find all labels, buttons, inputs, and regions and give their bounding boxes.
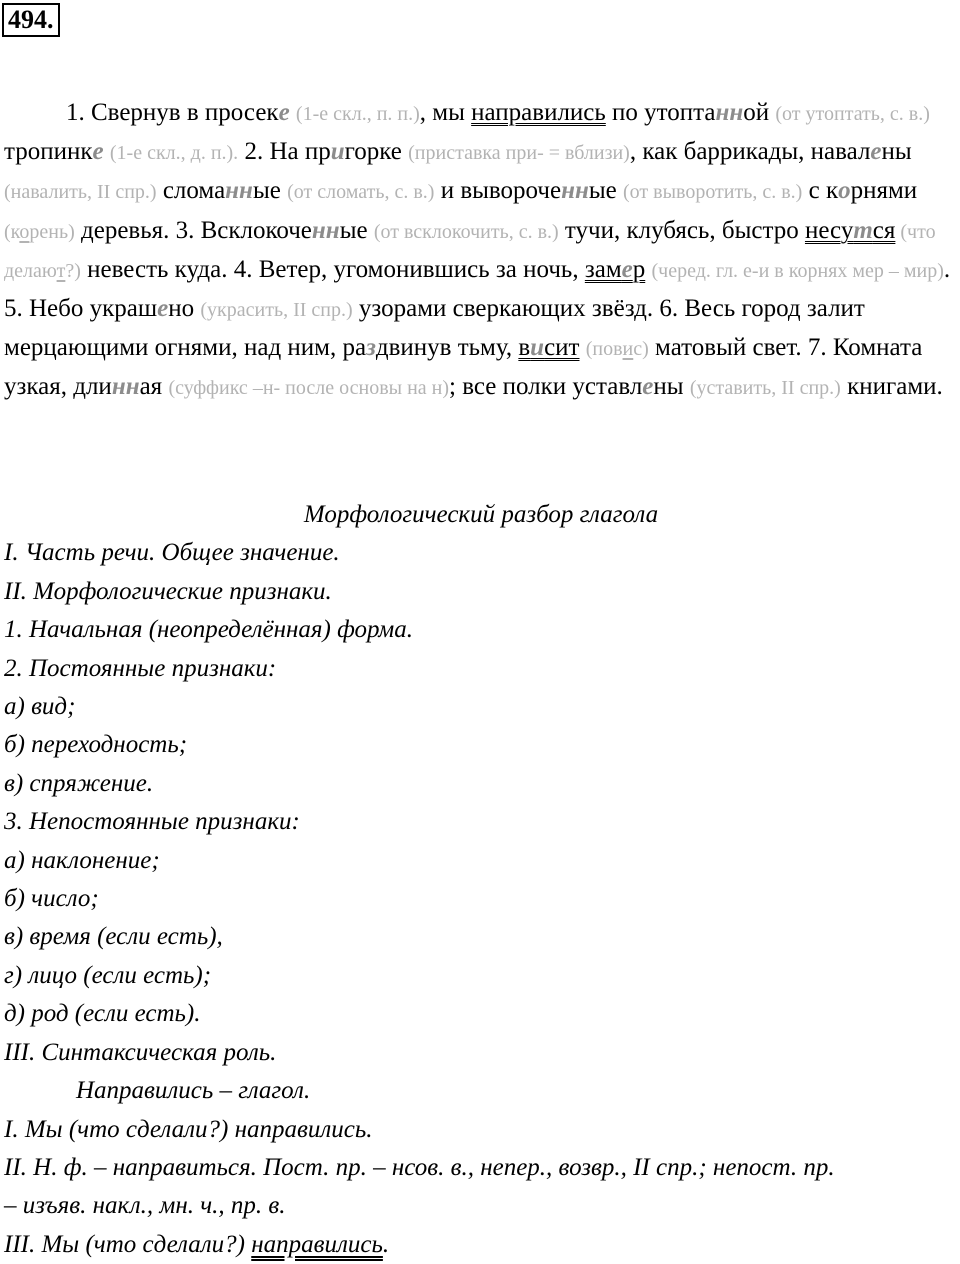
text-run: ой (743, 99, 776, 126)
note-run: (что делаю (4, 220, 936, 282)
text-run: . 5. Небо украш (4, 255, 951, 323)
text-run: но (168, 295, 201, 323)
scheme-line: в) время (если есть), (4, 923, 223, 951)
spelling-highlight: нн (311, 216, 340, 244)
text-run: ые (339, 216, 374, 244)
predicate-zamer (585, 256, 645, 283)
morphological-scheme (4, 496, 958, 1264)
spelling-highlight: нн (715, 99, 744, 126)
grammar-note: (от выворотить, с. в.) (623, 181, 803, 204)
word-run: сит (544, 334, 580, 362)
scheme-line: 3. Непостоянные признаки: (4, 808, 300, 836)
task-number: 494. (2, 3, 60, 37)
scheme-line: б) переходность; (4, 731, 188, 759)
grammar-note: (украсить, II спр.) (200, 299, 353, 322)
analysis-line (4, 1226, 958, 1264)
note-run: (к (4, 220, 20, 243)
scheme-line: III. Синтаксическая роль. (4, 1038, 277, 1066)
spelling-highlight: е (278, 99, 290, 126)
predicate-visit (518, 334, 579, 361)
analysis-line: II. Н. ф. – направиться. Пост. пр. – нсов. в., непер., возвр., II спр.; непост. пр. (4, 1153, 835, 1181)
exercise-text (4, 94, 954, 408)
text-run: 2. На пр (238, 138, 331, 166)
note-underlined-letter: т (56, 259, 66, 282)
text-run: тропинк (4, 138, 93, 166)
grammar-note: (1-е скл., п. п.) (295, 103, 420, 125)
spelling-highlight: е (870, 138, 882, 166)
grammar-note: (от сломать, с. в.) (287, 181, 435, 204)
text-run: ые (252, 177, 288, 205)
text-run: деревья. 3. Всклокоче (74, 216, 312, 244)
text-run: и вывороче (434, 177, 562, 205)
text-run: ая (139, 373, 169, 401)
word-run: ся (872, 216, 896, 244)
text-run: ые (588, 177, 623, 205)
scheme-line: а) вид; (4, 693, 76, 721)
text-run: , как баррикады, навал (629, 138, 871, 166)
text-run: 1. Свернув в просек (66, 99, 279, 126)
text-run: двинув тьму, (375, 334, 519, 362)
grammar-note: (суффикс –н- после основы на н) (168, 377, 450, 400)
grammar-note: (черед. гл. е-и в корнях мер – мир) (651, 259, 944, 282)
word-run: в (518, 334, 531, 362)
analysis-heading: Направились – глагол. (76, 1077, 311, 1105)
spelling-highlight: е (621, 255, 633, 283)
scheme-line: 2. Постоянные признаки: (4, 654, 277, 682)
text-run: узорами сверкающих звёзд. 6. Весь город залит мерцающими огнями, над ним, ра (4, 295, 865, 362)
text-run: горке (344, 138, 409, 166)
note-underlined-letter: и (622, 338, 634, 361)
word-run: зам (584, 255, 622, 283)
exercise-paragraph (4, 94, 954, 408)
note-underlined-letter: о (19, 220, 30, 243)
spelling-highlight: е (642, 373, 654, 401)
text-run: по утопта (605, 99, 716, 126)
scheme-line: г) лицо (если есть); (4, 961, 212, 989)
analysis-run: III. Мы (что сделали?) (4, 1230, 252, 1258)
note-run: рень) (29, 220, 75, 243)
grammar-note: (от утоптать, с. в.) (775, 103, 930, 125)
grammar-note: (1-е скл., д. п.). (109, 142, 239, 165)
grammar-note (586, 338, 649, 360)
grammar-note (4, 221, 75, 243)
spelling-highlight: и (330, 138, 345, 166)
spelling-highlight: нн (225, 177, 253, 205)
spelling-highlight: е (92, 138, 104, 166)
scheme-line: д) род (если есть). (4, 1000, 201, 1028)
text-run: с к (802, 177, 839, 205)
text-run: книгами. (840, 373, 943, 401)
text-run: матовый свет. 7. Комната узкая, дли (4, 334, 923, 401)
scheme-line: а) наклонение; (4, 846, 160, 874)
text-run: невесть куда. 4. Ветер, угомонившись за ночь, (80, 255, 585, 283)
text-run: рнями (850, 177, 918, 205)
text-run: слома (156, 177, 226, 205)
scheme-line: I. Часть речи. Общее значение. (4, 539, 340, 567)
spelling-highlight: нн (111, 373, 140, 401)
word-run: несу (804, 216, 854, 244)
spelling-highlight: з (366, 334, 376, 362)
analysis-line: – изъяв. накл., мн. ч., пр. в. (4, 1192, 286, 1220)
spelling-highlight: о (838, 177, 851, 205)
predicate-napravilis: направились (471, 99, 606, 126)
analysis-line: I. Мы (что сделали?) направились. (4, 1115, 373, 1143)
predicate-nesutsya (805, 217, 895, 244)
scheme-line: 1. Начальная (неопределённая) форма. (4, 616, 413, 644)
spelling-highlight: т (853, 216, 873, 244)
scheme-title: Морфологический разбор глагола (303, 501, 659, 528)
analysis-run: . (382, 1230, 390, 1258)
grammar-note: (навалить, II спр.) (4, 181, 157, 204)
scheme-line: б) число; (4, 885, 99, 913)
spelling-highlight: нн (561, 177, 589, 205)
text-run: , мы (419, 99, 472, 126)
predicate-word: направились (251, 1230, 383, 1258)
spelling-highlight: и (530, 334, 545, 362)
text-run: ; все полки уставл (449, 373, 643, 401)
note-run: ?) (65, 259, 81, 282)
spelling-highlight: е (157, 295, 169, 323)
scheme-line: II. Морфологические признаки. (4, 577, 332, 605)
text-run: тучи, клубясь, быстро (558, 216, 805, 244)
grammar-note: (приставка при- = вблизи) (408, 142, 630, 165)
scheme-line: в) спряжение. (4, 769, 154, 797)
word-run: р (632, 255, 646, 283)
note-run: с) (633, 338, 649, 361)
text-run: ны (881, 138, 912, 166)
grammar-note: (от всклокочить, с. в.) (373, 220, 559, 243)
text-run: ны (653, 373, 690, 401)
note-run: (пов (585, 338, 623, 361)
grammar-note: (уставить, II спр.) (689, 377, 841, 400)
